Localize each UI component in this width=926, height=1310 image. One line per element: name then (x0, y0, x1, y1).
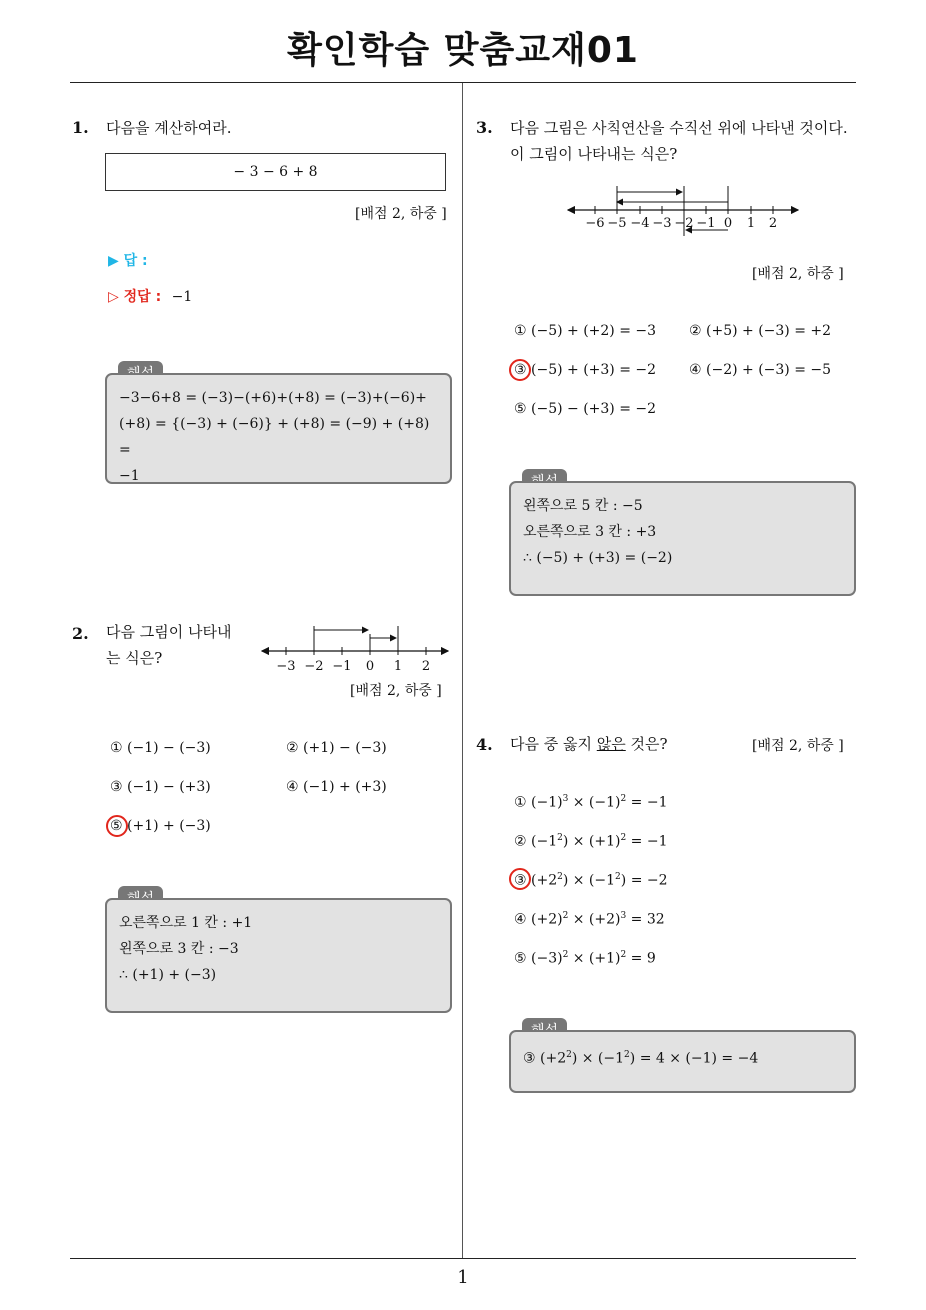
solution-line: 왼쪽으로 3 칸 : −3 (119, 941, 239, 957)
question-text-line1: 다음 그림은 사칙연산을 수직선 위에 나타낸 것이다. (510, 119, 848, 137)
solution-box (509, 481, 856, 596)
solution-box (105, 373, 452, 484)
answer-circle-mark (106, 815, 128, 837)
choice-3[interactable]: ③ (−5) + (+3) = −2 (514, 362, 657, 378)
question-text (510, 730, 668, 758)
tick-label: 0 (723, 216, 733, 231)
question-number: 3. (476, 118, 493, 137)
question-text-start: 다음 중 옳지 (510, 735, 597, 753)
choice-2[interactable]: ② $(-1^2) \times (+1)^2 = -1$ (514, 833, 668, 850)
question-text-end: 것은? (625, 735, 668, 753)
tick-label: 2 (768, 216, 778, 231)
solution-line: 오른쪽으로 1 칸 : +1 (119, 915, 253, 931)
choice-1[interactable]: ① (−1) − (−3) (110, 740, 211, 756)
question-number: 2. (72, 624, 89, 643)
score-label: [배점 2, 하중 ] (752, 738, 844, 754)
footer-rule (70, 1258, 856, 1259)
choice-1[interactable]: ① $(-1)^3 \times (-1)^2 = -1$ (514, 794, 668, 811)
choice-3[interactable]: ③ (−1) − (+3) (110, 779, 211, 795)
tick-label: 1 (746, 216, 756, 231)
question-number: 1. (72, 118, 89, 137)
solution-box (509, 1030, 856, 1093)
choice-4[interactable]: ④ (−2) + (−3) = −5 (689, 362, 832, 378)
solution-line: (+8) = {(−3) + (−6)} + (+8) = (−9) + (+8) = (119, 416, 430, 458)
question-text-line2: 이 그림이 나타내는 식은? (510, 145, 678, 163)
question-text: 다음을 계산하여라. (106, 119, 232, 137)
choice-4[interactable]: ④ $(+2)^2 \times (+2)^3 = 32$ (514, 911, 665, 928)
tick-label: 1 (393, 659, 403, 674)
solution-line: ∴ (−5) + (+3) = (−2) (523, 550, 673, 566)
tick-label: −5 (607, 216, 627, 231)
solution-line: ∴ (+1) + (−3) (119, 967, 217, 983)
choice-4[interactable]: ④ (−1) + (+3) (286, 779, 387, 795)
tick-label: 0 (365, 659, 375, 674)
score-label: [배점 2, 하중 ] (355, 206, 447, 222)
question-text-underlined: 않은 (596, 735, 626, 753)
correct-label: ▷ 정답 : (108, 289, 162, 305)
tick-label: −3 (276, 659, 296, 674)
choice-5[interactable]: ⑤ $(-3)^2 \times (+1)^2 = 9$ (514, 950, 656, 967)
solution-box (105, 898, 452, 1013)
solution-line: 오른쪽으로 3 칸 : +3 (523, 524, 657, 540)
tick-label: −1 (696, 216, 716, 231)
column-divider (462, 83, 463, 1259)
header-rule (70, 82, 856, 83)
page-number: 1 (457, 1267, 469, 1288)
choice-5[interactable]: ⑤ (+1) + (−3) (110, 818, 211, 834)
correct-answer (108, 286, 192, 306)
tick-label: −2 (304, 659, 324, 674)
question-text-line2: 는 식은? (106, 649, 163, 667)
tick-label: −3 (652, 216, 672, 231)
solution-line: −1 (119, 468, 140, 484)
tick-label: −2 (674, 216, 694, 231)
solution-line: ③ $(+2^2) \times (-1^2) = 4 \times (-1) = -4$ (523, 1050, 759, 1067)
correct-value: −1 (171, 289, 193, 305)
answer-circle-mark (509, 359, 531, 381)
solution-line: 왼쪽으로 5 칸 : −5 (523, 498, 643, 514)
answer-label: ▶ 답 : (108, 253, 148, 269)
solution-line: −3−6+8 = (−3)−(+6)+(+8) = (−3)+(−6)+ (119, 390, 427, 406)
page-title: 확인학습 맞춤교재01 (287, 30, 639, 71)
tick-label: 2 (421, 659, 431, 674)
number-line-figure (564, 182, 804, 240)
score-label: [배점 2, 하중 ] (752, 266, 844, 282)
question-text-line1: 다음 그림이 나타내 (106, 623, 232, 641)
choice-5[interactable]: ⑤ (−5) − (+3) = −2 (514, 401, 657, 417)
question-number: 4. (476, 735, 493, 754)
choice-2[interactable]: ② (+1) − (−3) (286, 740, 387, 756)
score-label: [배점 2, 하중 ] (350, 683, 442, 699)
number-line-figure (258, 620, 453, 676)
choice-3[interactable]: ③ $(+2^2) \times (-1^2) = -2$ (514, 872, 668, 889)
choice-2[interactable]: ② (+5) + (−3) = +2 (689, 323, 832, 339)
tick-label: −4 (630, 216, 650, 231)
expression-box: − 3 − 6 + 8 (105, 153, 446, 191)
tick-label: −1 (332, 659, 352, 674)
answer-circle-mark (509, 868, 531, 890)
tick-label: −6 (585, 216, 605, 231)
choice-1[interactable]: ① (−5) + (+2) = −3 (514, 323, 657, 339)
